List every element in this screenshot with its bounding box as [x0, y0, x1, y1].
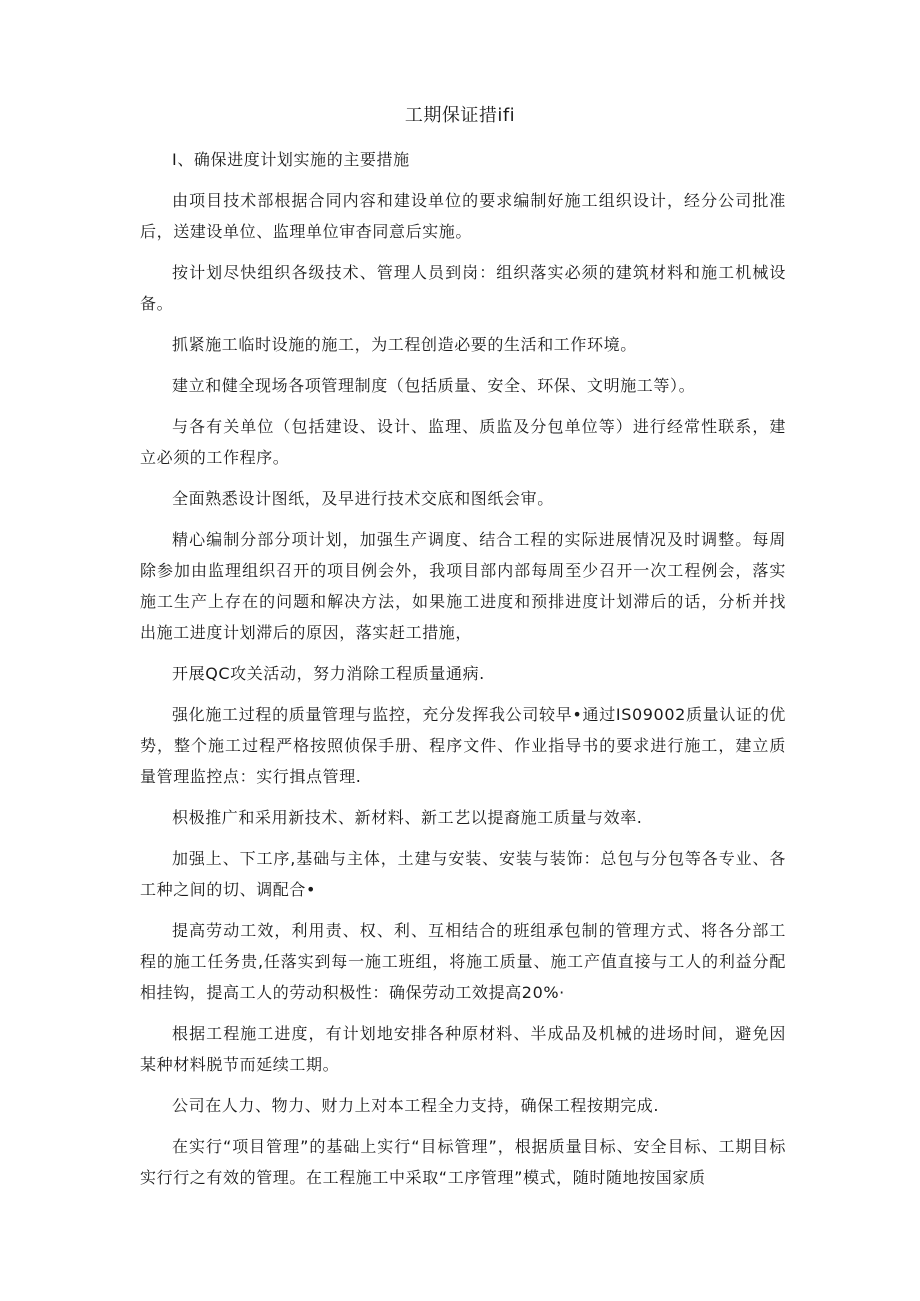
document-title: 工期保证措ifi: [404, 105, 516, 126]
paragraph: 精心编制分部分项计划，加强生产调度、结合工程的实际进展情况及时调整。每周除参加由监理组织召开的项目例会外，我项目部内部每周至少召开一次工程例会，落实施工生产上存在的问题和解决方法，如果施工进度和预排进度计划滞后的话，分析并找出施工进度计划滞后的原因，落实赶工措施，: [140, 530, 786, 642]
paragraph: 提高劳动工效，利用责、权、利、互相结合的班组承包制的管理方式、将各分部工程的施工任务贵,任落实到每一施工班组，将施工质量、施工产值直接与工人的利益分配相挂钩，提高工人的劳动积极性：确保劳动工效提高20%·: [140, 921, 786, 1002]
paragraph: 由项目技术部根据合同内容和建设单位的要求编制好施工组织设计，经分公司批准后，送建设单位、监理单位审杳同意后实施。: [140, 191, 786, 241]
paragraph: I、确保进度计划实施的主要措施: [172, 150, 410, 169]
paragraph: 公司在人力、物力、财力上对本工程全力支持，确保工程按期完成.: [172, 1096, 660, 1115]
paragraph: 全面熟悉设计图纸，及早进行技术交底和图纸会审。: [172, 489, 554, 508]
paragraph: 根据工程施工进度，有计划地安排各种原材料、半成品及机械的进场时间，避免因某种材料脱节而延续工期。: [140, 1024, 786, 1074]
paragraph: 开展QC攻关活动，努力消除工程质量通病.: [172, 664, 485, 683]
paragraph: 与各有关单位（包括建设、设计、监理、质监及分包单位等）进行经常性联系，建立必须的工作程序。: [140, 417, 786, 467]
paragraph: 枳极推广和采用新技术、新材料、新工艺以提裔施工质量与效率.: [172, 808, 643, 827]
paragraph: 抓紧施工临时设施的施工，为工程创造必要的生活和工作环境。: [172, 335, 637, 354]
paragraph: 按计划尽快组织各级技术、管理人员到岗：组织落实必须的建筑材料和施工机械设备。: [140, 263, 786, 313]
document-body: [140, 144, 786, 1193]
paragraph: 加强上、下工序,基础与主体，土建与安装、安装与装饰：总包与分包等各专业、各工种之间的切、调配合•: [140, 849, 786, 899]
paragraph: 在实行“项目管理”的基础上实行“目标管理”，根据质量目标、安全目标、工期目标实行行之有效的管理。在工程施工中采取“工序管理”模式，随时随地按国家质: [140, 1137, 786, 1187]
paragraph: 建立和健全现场各项管理制度（包括质量、安全、环保、文明施工等）。: [172, 376, 696, 395]
paragraph: 强化施工过程的质量管理与监控，充分发挥我公司较早•通过IS09002质量认证的优势，整个施工过程严格按照侦保手册、程序文件、作业指导书的要求进行施工，建立质量管理监控点：实行揖点管理.: [140, 705, 786, 786]
